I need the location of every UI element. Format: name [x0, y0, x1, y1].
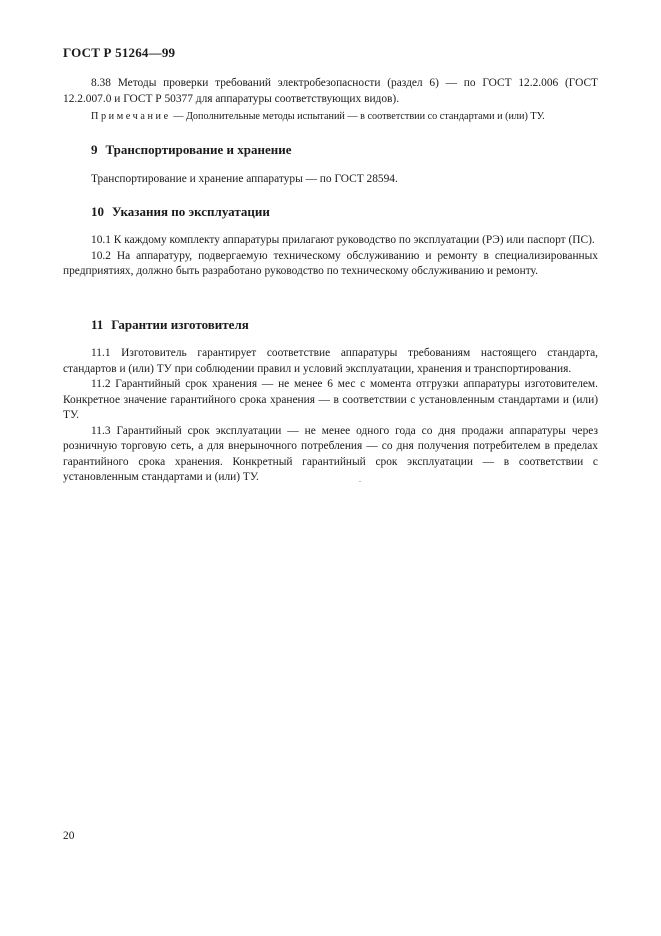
paragraph-11-2: 11.2 Гарантийный срок хранения — не менее 6 мес с момента отгрузки аппаратуры изготовителем. Конкретное значение гарантийного срока хранения — в соответствии с установленным стандартами и (или) ТУ. [63, 378, 598, 421]
document-header-title: ГОСТ Р 51264—99 [63, 45, 176, 60]
section-9-heading [91, 142, 292, 158]
paragraph-11-1: 11.1 Изготовитель гарантирует соответствие аппаратуры требованиям настоящего стандарта, стандартов и (или) ТУ при соблюдении правил и условий эксплуатации, хранения и транспортирования. [63, 347, 598, 375]
section-11-number: 11 [91, 317, 104, 332]
paragraph-8-38-block [63, 76, 598, 107]
paragraph-9-1: Транспортирование и хранение аппаратуры — по ГОСТ 28594. [91, 173, 398, 185]
section-11-body [63, 346, 598, 486]
section-10-title: Указания по эксплуатации [112, 204, 270, 219]
paragraph-10-1: 10.1 К каждому комплекту аппаратуры прилагают руководство по эксплуатации (РЭ) или паспорт (ПС). [91, 234, 595, 246]
section-10-body [63, 233, 598, 280]
note-label: Примечание [91, 111, 171, 122]
section-10-number: 10 [91, 204, 104, 219]
note-paragraph [63, 110, 598, 124]
paragraph-11-3: 11.3 Гарантийный срок эксплуатации — не менее одного года со дня продажи аппаратуры через розничную торговую сеть, а для внерыночного потребления — со дня получения потребителем в пределах гарантийного срока хранения. Конкретный гарантийный срок эксплуатации — в соответствии с установленным стандартами и (или) ТУ. [63, 424, 598, 483]
section-9-body [63, 172, 598, 188]
section-11-title: Гарантии изготовителя [111, 317, 249, 332]
section-9-title: Транспортирование и хранение [105, 142, 292, 157]
note-text: — Дополнительные методы испытаний — в соответствии со стандартами и (или) ТУ. [170, 111, 545, 122]
paragraph-8-38: 8.38 Методы проверки требований электробезопасности (раздел 6) — по ГОСТ 12.2.006 (ГОСТ 12.2.007.0 и ГОСТ Р 50377 для аппаратуры соответствующих видов). [63, 77, 598, 105]
scan-speck [359, 481, 361, 482]
section-11-heading [91, 317, 249, 333]
paragraph-10-2: 10.2 На аппаратуру, подвергаемую техническому обслуживанию и ремонту в специализированных предприятиях, должно быть разработано руководство по техническому обслуживанию и ремонту. [63, 249, 598, 277]
section-10-heading [91, 204, 270, 220]
section-9-number: 9 [91, 142, 98, 157]
page-number: 20 [63, 830, 75, 842]
